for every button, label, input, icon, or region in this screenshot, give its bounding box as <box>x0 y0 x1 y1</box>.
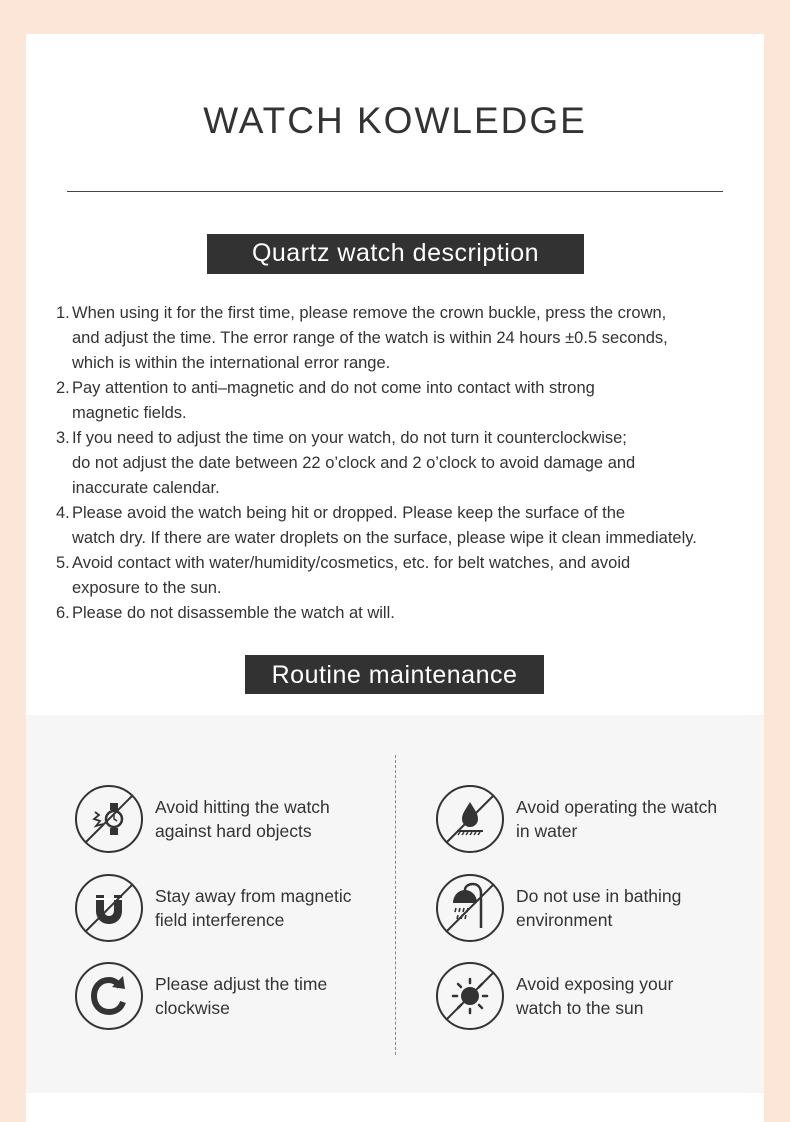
rule-item <box>56 376 756 426</box>
tip-text <box>155 972 327 1020</box>
rule-text <box>72 551 756 601</box>
tip-avoid-hitting <box>74 784 330 854</box>
page-title: WATCH KOWLEDGE <box>203 100 587 141</box>
rule-line: and adjust the time. The error range of the watch is within 24 hours ±0.5 seconds, <box>72 329 668 347</box>
tip-line: Avoid hitting the watch <box>155 797 330 817</box>
tip-avoid-magnetic <box>74 873 351 943</box>
rule-line: watch dry. If there are water droplets on the surface, please wipe it clean immediately. <box>72 529 697 547</box>
rule-item <box>56 426 756 501</box>
quartz-rules-list <box>56 301 756 626</box>
rule-line: magnetic fields. <box>72 404 187 422</box>
rule-item <box>56 501 756 551</box>
rule-line: Pay attention to anti–magnetic and do not come into contact with strong <box>72 379 595 397</box>
no-shower-icon <box>435 873 505 943</box>
tip-text <box>516 884 681 932</box>
tip-line: Avoid operating the watch <box>516 797 718 817</box>
tip-line: Please adjust the time <box>155 974 328 994</box>
rule-line: When using it for the first time, please remove the crown buckle, press the crown, <box>72 304 667 322</box>
rule-number: 3. <box>56 429 70 447</box>
rule-number: 2. <box>56 379 70 397</box>
rule-line: Please avoid the watch being hit or dropped. Please keep the surface of the <box>72 504 626 522</box>
rule-line: do not adjust the date between 22 o’clock and 2 o’clock to avoid damage and <box>72 454 636 472</box>
no-sun-icon <box>435 961 505 1031</box>
clockwise-icon <box>74 961 144 1031</box>
tip-text <box>155 884 351 932</box>
rule-line: Please do not disassemble the watch at will. <box>72 604 395 622</box>
tip-line: in water <box>516 821 578 841</box>
rule-item <box>56 551 756 601</box>
tip-text <box>155 795 330 843</box>
tip-avoid-sun <box>435 961 673 1031</box>
tip-line: Do not use in bathing <box>516 886 682 906</box>
rule-line: Avoid contact with water/humidity/cosmetics, etc. for belt watches, and avoid <box>72 554 631 572</box>
rule-number: 1. <box>56 304 70 322</box>
routine-section-heading: Routine maintenance <box>245 655 544 694</box>
rule-text <box>72 301 756 376</box>
tip-line: clockwise <box>155 998 230 1018</box>
no-magnet-icon <box>74 873 144 943</box>
rule-line: exposure to the sun. <box>72 579 222 597</box>
no-water-icon <box>435 784 505 854</box>
rule-number: 4. <box>56 504 70 522</box>
tip-line: Stay away from magnetic <box>155 886 352 906</box>
rule-text <box>72 501 756 551</box>
tip-adjust-clockwise <box>74 961 327 1031</box>
tip-text <box>516 972 673 1020</box>
rule-text <box>72 426 756 501</box>
rule-text <box>72 376 756 426</box>
tip-line: Avoid exposing your <box>516 974 674 994</box>
rule-line: which is within the international error range. <box>72 354 391 372</box>
rule-text <box>72 601 756 626</box>
tip-avoid-water <box>435 784 717 854</box>
rule-number: 5. <box>56 554 70 572</box>
rule-item <box>56 601 756 626</box>
title-divider <box>67 191 723 192</box>
rule-line: inaccurate calendar. <box>72 479 220 497</box>
tip-no-bathing <box>435 873 681 943</box>
quartz-section-heading: Quartz watch description <box>207 234 584 274</box>
tip-text <box>516 795 717 843</box>
column-divider <box>395 755 396 1055</box>
tip-line: field interference <box>155 910 285 930</box>
tip-line: watch to the sun <box>516 998 644 1018</box>
no-hitting-icon <box>74 784 144 854</box>
rule-line: If you need to adjust the time on your watch, do not turn it counterclockwise; <box>72 429 627 447</box>
rule-number: 6. <box>56 604 70 622</box>
rule-item <box>56 301 756 376</box>
tip-line: against hard objects <box>155 821 312 841</box>
tip-line: environment <box>516 910 613 930</box>
